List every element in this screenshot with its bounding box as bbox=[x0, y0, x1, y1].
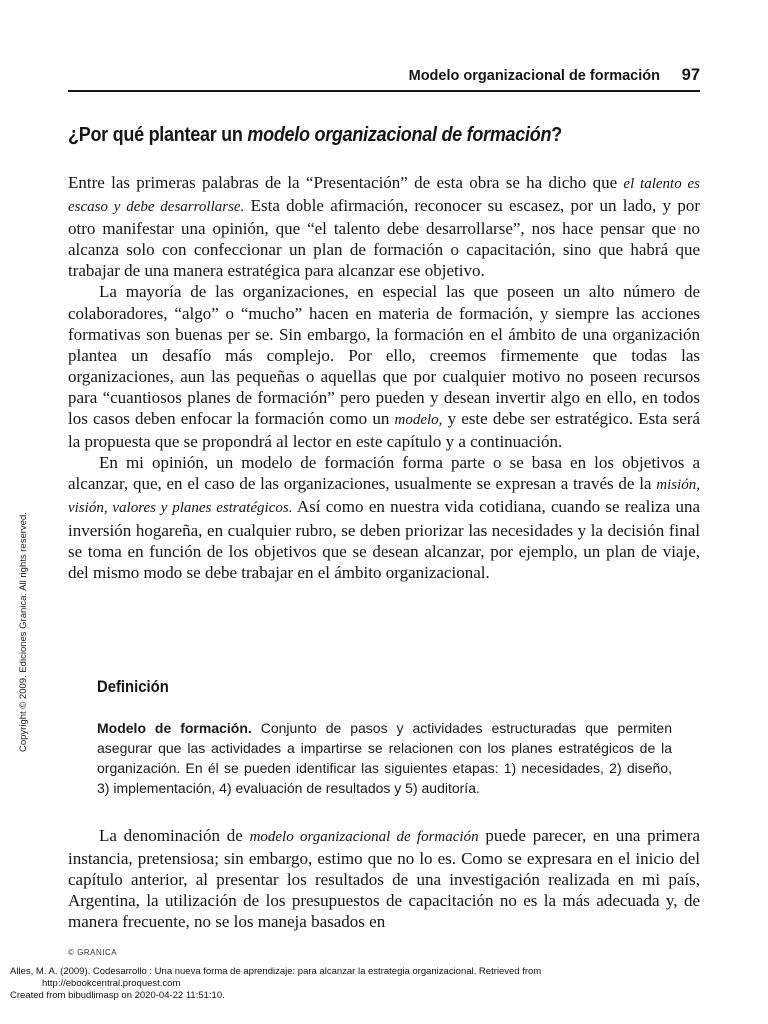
paragraph-4: La denominación de modelo organizacional de formación puede parecer, en una primera instancia, pretensiosa; sin embargo, estimo que no lo es. Como se expresara en el inicio del capítulo anterior, al presentar los resultados de una investigación realizada en mi país, Argentina, la utilización de los presupuestos de capacitación no es la más adecuada y, de manera frecuente, no se los maneja basados en bbox=[68, 826, 700, 932]
paragraph-1: Entre las primeras palabras de la “Presentación” de esta obra se ha dicho que el talento es escaso y debe desarrollarse. Esta doble afirmación, reconocer su escasez, por un lado, y por otro manifestar una opinión, que “el talento debe desarrollarse”, nos hace pensar que no alcanza solo con confeccionar un plan de formación o capacitación, sino que habrá que trabajar de una manera estratégica para alcanzar ese objetivo. bbox=[68, 173, 700, 281]
running-header-title: Modelo organizacional de formación bbox=[408, 68, 660, 84]
page-number: 97 bbox=[681, 66, 700, 84]
citation-footer bbox=[10, 966, 730, 1002]
section-title bbox=[68, 124, 562, 147]
running-header bbox=[68, 66, 700, 92]
citation-line-1: Alles, M. A. (2009). Codesarrollo : Una nueva forma de aprendizaje: para alcanzar la estrategia organizacional. Retrieved from bbox=[10, 966, 542, 977]
citation-url[interactable]: http://ebookcentral.proquest.com bbox=[42, 978, 181, 989]
margin-copyright: Copyright © 2009. Ediciones Granica. All rights reserved. bbox=[18, 512, 29, 752]
body-text-intro bbox=[68, 172, 700, 583]
paragraph-3: En mi opinión, un modelo de formación forma parte o se basa en los objetivos a alcanzar, que, en el caso de las organizaciones, usualmente se expresan a través de la misión, visión, valores y planes estratégicos. Así como en nuestra vida cotidiana, cuando se realiza una inversión hogareña, en cualquier rubro, se deben priorizar las necesidades y la decisión final se toma en función de los objetivos que se desean alcanzar, por ejemplo, un plan de viaje, del mismo modo se debe trabajar en el ámbito organizacional. bbox=[68, 453, 700, 582]
definition-heading: Definición bbox=[97, 678, 169, 696]
publisher-mark: © GRANICA bbox=[68, 948, 118, 957]
body-text-closing bbox=[68, 825, 700, 932]
italic-phrase: modelo organizacional de formación bbox=[249, 829, 479, 845]
italic-phrase: modelo, bbox=[394, 412, 443, 429]
definition-box bbox=[97, 718, 672, 798]
italic-phrase: el talento es escaso y debe desarrollarse. bbox=[68, 176, 700, 216]
section-title-suffix: ? bbox=[551, 124, 562, 146]
paragraph-2: La mayoría de las organizaciones, en especial las que poseen un alto número de colaboradores, “algo” o “mucho” hacen en materia de formación, y siempre las acciones formativas son buenas per se. Sin embargo, la formación en el ámbito de una organización plantea un desafío más complejo. Por ello, creemos firmemente que todas las organizaciones, aun las pequeñas o aquellas que por cualquier motivo no poseen recursos para “cuantiosos planes de formación” pero pueden y desean invertir algo en ello, en todos los casos deben enfocar la formación como un modelo, y este debe ser estratégico. Esta será la propuesta que se propondrá al lector en este capítulo y a continuación. bbox=[68, 282, 700, 452]
definition-text: Conjunto de pasos y actividades estructuradas que permiten asegurar que las actividades a impartirse se relacionen con los planes estratégicos de la organización. En él se pueden identificar las siguientes etapas: 1) necesidades, 2) diseño, 3) implementación, 4) evaluación de resultados y 5) auditoría. bbox=[97, 720, 672, 796]
section-title-italic: modelo organizacional de formación bbox=[247, 124, 552, 146]
citation-line-3: Created from bibudlimasp on 2020-04-22 11:51:10. bbox=[10, 990, 225, 1001]
section-title-prefix: ¿Por qué plantear un bbox=[68, 124, 248, 146]
italic-phrase: misión, visión, valores y planes estratégicos. bbox=[68, 477, 700, 517]
definition-term: Modelo de formación. bbox=[97, 720, 252, 736]
